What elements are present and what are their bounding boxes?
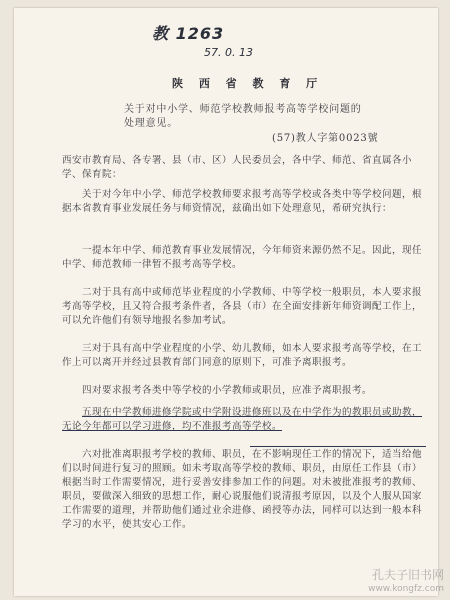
paragraph-6: 六对批准离职报考学校的教师、职员，在不影响现任工作的情况下，适当给他们以时间进行复习的照顾。如未考取高等学校的教师、职员，由原任工作县（市）根据当时工作需要情况，进行妥善安排参加工作的问题。对未被批准报考的教师、职员，要做深入细致的思想工作，耐心说服他们说清报考原因，以及个人服从国家工作需要的道理，并帮助他们通过业余进修、函授等办法，同样可以达到一般本科学习的水平，使其安心工作。 [62,449,423,530]
subject-line-1: 关于对中小学、师范学校教师报考高等学校问题的 [124,104,362,115]
watermark-url: www.kongfz.com [368,584,444,594]
site-watermark [368,568,444,596]
watermark-text: 孔夫子旧书网 [371,568,444,582]
paragraph-4: 四对要求报考各类中等学校的小学教师或职员，应准予离职报考。 [82,385,373,396]
document-page [14,8,438,596]
paragraph-intro: 关于对今年中小学、师范学校教师要求报考高等学校或各类中等学校问题，根据本省教育事业发展任务与师资情况，兹确出如下处理意见，希研究执行： [62,189,423,214]
paragraph-3: 三对于具有高中学业程度的小学、幼儿教师，如本人要求报考高等学校，在工作上可以离开并经过县教育部门同意的原则下，可准予离职报考。 [62,343,423,368]
handwritten-reference: 教 1263 [152,24,225,43]
paragraph-2: 二对于具有高中或师范毕业程度的小学教师、中等学校一般职员，本人要求报考高等学校，且又符合报考条件者，各县（市）在全面安排新年师资调配工作上，可以允许他们有领导地报名参加考试。 [62,287,423,326]
paragraph-5: 五现在中学教师进修学院或中学附设进修班以及在中学作为的教职员或助教，无论今年都可以学习进修，均不准报考高等学校。 [62,407,423,432]
paragraph-1: 一提本年中学、师范教育事业发展情况，今年师资来源仍然不足。因此，现任中学、师范教师一律暂不报考高等学校。 [62,245,423,270]
handwritten-date: 57. 0. 13 [204,46,253,59]
subject-line-2: 处理意见。 [124,118,178,129]
document-number: (57)教人字第0023號 [272,133,379,144]
salutation: 西安市教育局、各专署、县（市、区）人民委员会，各中学、师范、省直属各小学、保育院： [62,155,413,180]
issuing-organization: 陕 西 省 教 育 厅 [172,77,324,90]
